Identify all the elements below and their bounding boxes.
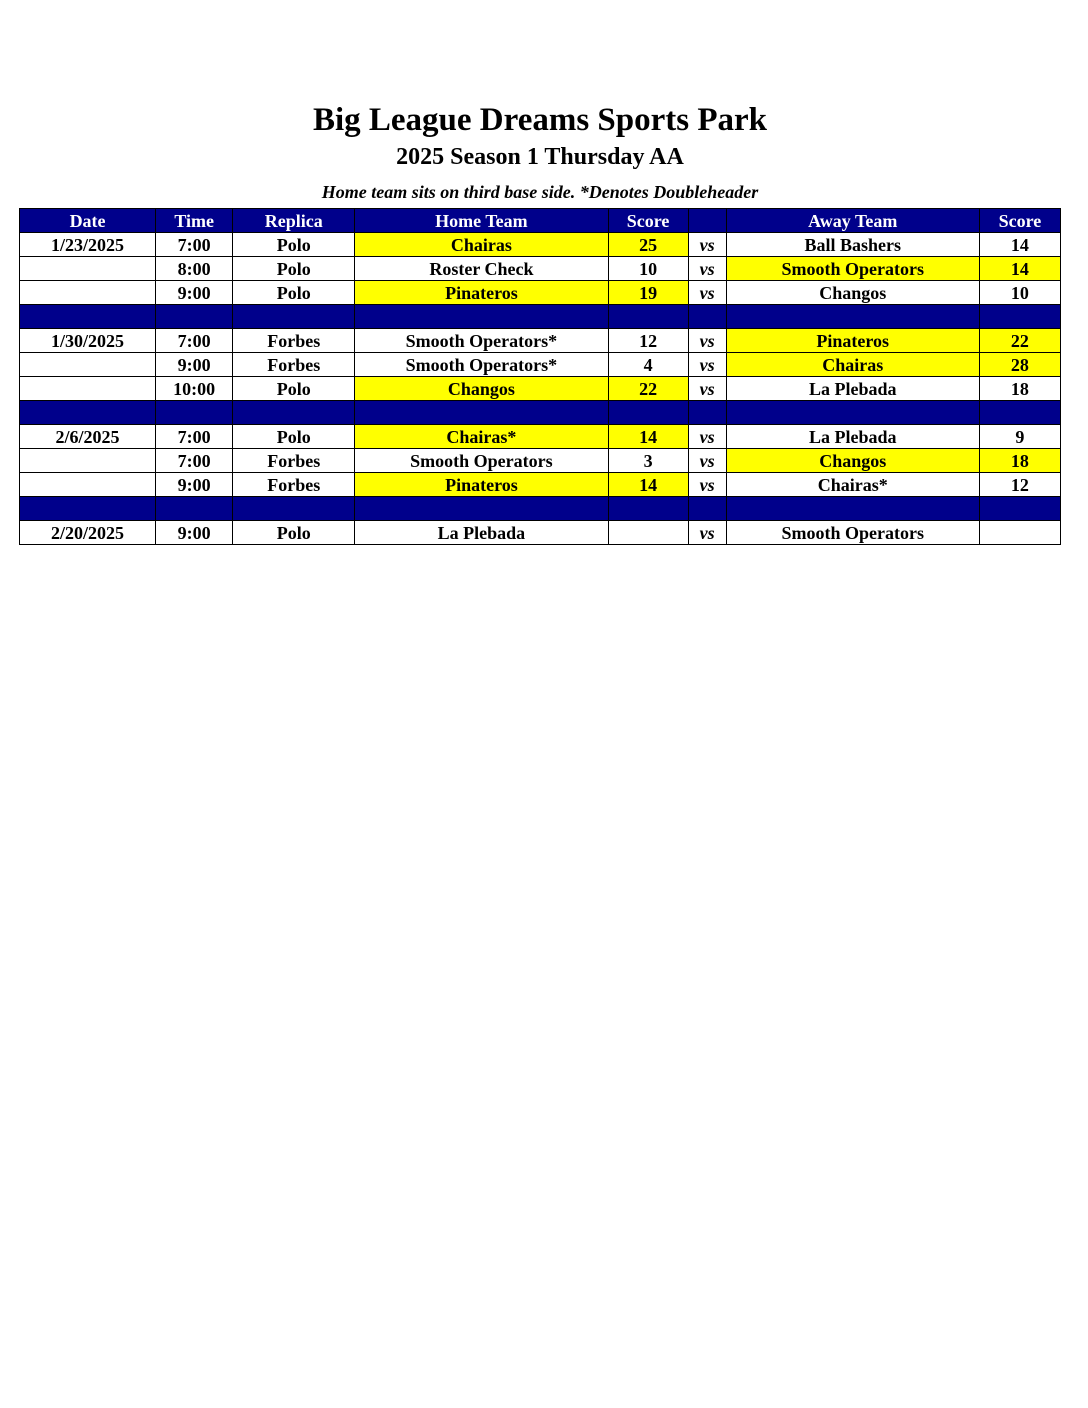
column-header-away-team: Away Team <box>726 209 979 233</box>
replica-cell: Forbes <box>233 473 355 497</box>
time-cell: 7:00 <box>156 425 233 449</box>
home-score-cell: 12 <box>608 329 688 353</box>
home-team-cell: Roster Check <box>355 257 608 281</box>
away-score-cell <box>979 521 1060 545</box>
table-row <box>20 449 1061 473</box>
separator-cell <box>156 497 233 521</box>
home-team-cell: La Plebada <box>355 521 608 545</box>
time-cell: 9:00 <box>156 281 233 305</box>
date-cell <box>20 473 156 497</box>
table-row <box>20 353 1061 377</box>
separator-cell <box>979 305 1060 329</box>
away-score-cell: 22 <box>979 329 1060 353</box>
table-row <box>20 521 1061 545</box>
week-separator-row <box>20 305 1061 329</box>
away-team-cell: Changos <box>726 449 979 473</box>
separator-cell <box>979 497 1060 521</box>
away-team-cell: Ball Bashers <box>726 233 979 257</box>
home-score-cell: 3 <box>608 449 688 473</box>
vs-cell: vs <box>688 521 726 545</box>
home-score-cell <box>608 521 688 545</box>
table-header-row <box>20 209 1061 233</box>
time-cell: 8:00 <box>156 257 233 281</box>
vs-cell: vs <box>688 353 726 377</box>
separator-cell <box>688 497 726 521</box>
column-header-date: Date <box>20 209 156 233</box>
away-score-cell: 9 <box>979 425 1060 449</box>
away-score-cell: 12 <box>979 473 1060 497</box>
date-cell: 2/6/2025 <box>20 425 156 449</box>
date-cell <box>20 257 156 281</box>
table-row <box>20 257 1061 281</box>
date-cell <box>20 281 156 305</box>
separator-cell <box>979 401 1060 425</box>
separator-cell <box>20 401 156 425</box>
replica-cell: Polo <box>233 425 355 449</box>
separator-cell <box>726 497 979 521</box>
away-team-cell: Chairas <box>726 353 979 377</box>
time-cell: 10:00 <box>156 377 233 401</box>
date-cell <box>20 377 156 401</box>
replica-cell: Polo <box>233 233 355 257</box>
date-cell <box>20 353 156 377</box>
table-row <box>20 473 1061 497</box>
date-cell <box>20 449 156 473</box>
home-score-cell: 14 <box>608 473 688 497</box>
away-score-cell: 28 <box>979 353 1060 377</box>
table-row <box>20 377 1061 401</box>
separator-cell <box>608 497 688 521</box>
home-team-cell: Pinateros <box>355 473 608 497</box>
time-cell: 7:00 <box>156 233 233 257</box>
schedule-table <box>19 208 1061 545</box>
table-row <box>20 329 1061 353</box>
separator-cell <box>608 401 688 425</box>
date-cell: 2/20/2025 <box>20 521 156 545</box>
separator-cell <box>688 401 726 425</box>
column-header-vs <box>688 209 726 233</box>
separator-cell <box>233 497 355 521</box>
separator-cell <box>156 401 233 425</box>
separator-cell <box>688 305 726 329</box>
replica-cell: Forbes <box>233 449 355 473</box>
away-score-cell: 10 <box>979 281 1060 305</box>
home-score-cell: 22 <box>608 377 688 401</box>
replica-cell: Polo <box>233 521 355 545</box>
replica-cell: Forbes <box>233 329 355 353</box>
replica-cell: Polo <box>233 377 355 401</box>
replica-cell: Polo <box>233 281 355 305</box>
away-score-cell: 18 <box>979 377 1060 401</box>
column-header-away-score: Score <box>979 209 1060 233</box>
home-team-cell: Smooth Operators <box>355 449 608 473</box>
separator-cell <box>726 401 979 425</box>
separator-cell <box>726 305 979 329</box>
away-team-cell: La Plebada <box>726 377 979 401</box>
away-team-cell: Smooth Operators <box>726 257 979 281</box>
replica-cell: Forbes <box>233 353 355 377</box>
separator-cell <box>20 497 156 521</box>
time-cell: 9:00 <box>156 521 233 545</box>
home-score-cell: 25 <box>608 233 688 257</box>
time-cell: 9:00 <box>156 473 233 497</box>
table-row <box>20 425 1061 449</box>
separator-cell <box>156 305 233 329</box>
column-header-time: Time <box>156 209 233 233</box>
home-score-cell: 10 <box>608 257 688 281</box>
separator-cell <box>355 305 608 329</box>
page-title: Big League Dreams Sports Park <box>312 102 768 138</box>
away-score-cell: 14 <box>979 233 1060 257</box>
separator-cell <box>355 401 608 425</box>
week-separator-row <box>20 401 1061 425</box>
time-cell: 9:00 <box>156 353 233 377</box>
vs-cell: vs <box>688 257 726 281</box>
table-row <box>20 281 1061 305</box>
time-cell: 7:00 <box>156 449 233 473</box>
table-row <box>20 233 1061 257</box>
schedule-body <box>20 233 1061 545</box>
vs-cell: vs <box>688 281 726 305</box>
away-team-cell: Pinateros <box>726 329 979 353</box>
vs-cell: vs <box>688 377 726 401</box>
home-score-cell: 14 <box>608 425 688 449</box>
home-score-cell: 19 <box>608 281 688 305</box>
vs-cell: vs <box>688 329 726 353</box>
away-score-cell: 14 <box>979 257 1060 281</box>
week-separator-row <box>20 497 1061 521</box>
home-team-cell: Chairas* <box>355 425 608 449</box>
vs-cell: vs <box>688 233 726 257</box>
date-cell: 1/23/2025 <box>20 233 156 257</box>
home-team-cell: Smooth Operators* <box>355 353 608 377</box>
home-team-cell: Chairas <box>355 233 608 257</box>
separator-cell <box>20 305 156 329</box>
away-team-cell: Smooth Operators <box>726 521 979 545</box>
home-score-cell: 4 <box>608 353 688 377</box>
column-header-home-score: Score <box>608 209 688 233</box>
separator-cell <box>233 305 355 329</box>
away-team-cell: Chairas* <box>726 473 979 497</box>
away-team-cell: Changos <box>726 281 979 305</box>
doubleheader-note: Home team sits on third base side. *Denotes Doubleheader <box>321 182 759 202</box>
separator-cell <box>355 497 608 521</box>
date-cell: 1/30/2025 <box>20 329 156 353</box>
away-score-cell: 18 <box>979 449 1060 473</box>
vs-cell: vs <box>688 449 726 473</box>
separator-cell <box>608 305 688 329</box>
away-team-cell: La Plebada <box>726 425 979 449</box>
home-team-cell: Smooth Operators* <box>355 329 608 353</box>
home-team-cell: Pinateros <box>355 281 608 305</box>
home-team-cell: Changos <box>355 377 608 401</box>
replica-cell: Polo <box>233 257 355 281</box>
column-header-home-team: Home Team <box>355 209 608 233</box>
time-cell: 7:00 <box>156 329 233 353</box>
vs-cell: vs <box>688 473 726 497</box>
page-subtitle: 2025 Season 1 Thursday AA <box>396 144 684 170</box>
separator-cell <box>233 401 355 425</box>
vs-cell: vs <box>688 425 726 449</box>
column-header-replica: Replica <box>233 209 355 233</box>
